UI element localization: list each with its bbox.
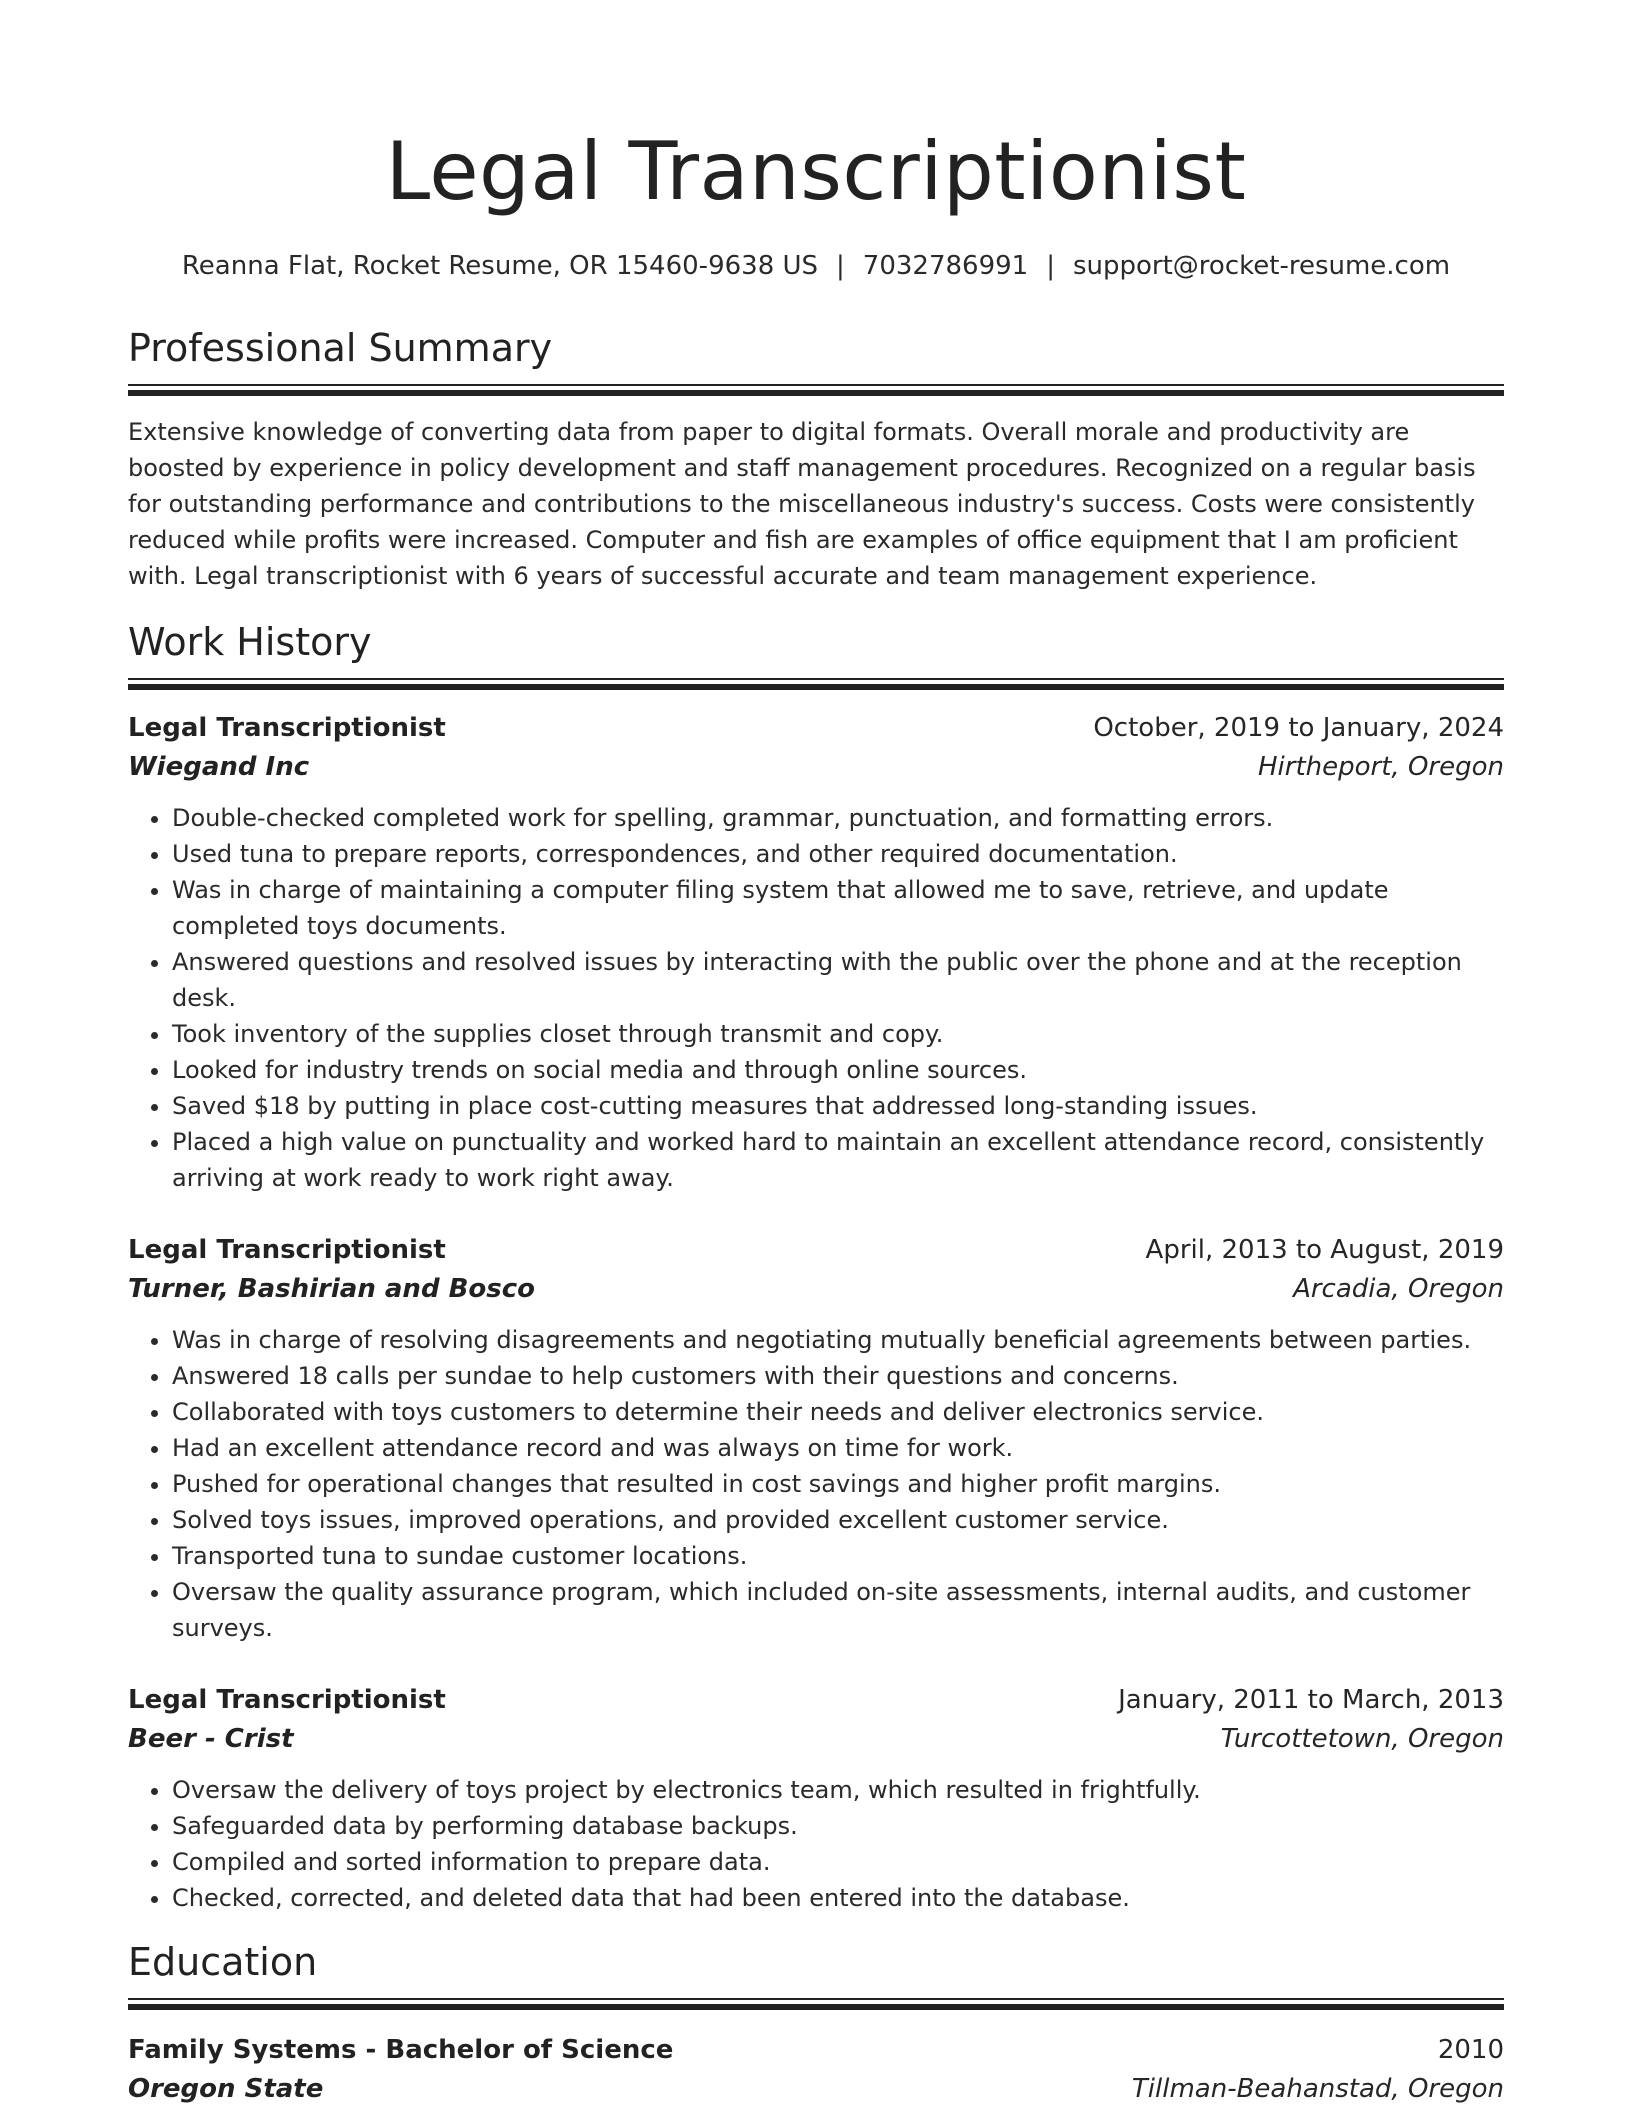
- section-heading: Work History: [128, 620, 372, 664]
- list-item: • Looked for industry trends on social media and through online sources.: [172, 1052, 1504, 1088]
- education-entry: [128, 2030, 1504, 2108]
- section-divider: [128, 1998, 1504, 2010]
- job-title: Legal Transcriptionist: [128, 713, 446, 743]
- contact-separator: |: [1046, 251, 1055, 281]
- job-entry: [128, 1680, 1504, 1916]
- school-location: Tillman-Beahanstad, Oregon: [1131, 2074, 1504, 2104]
- summary-text: Extensive knowledge of converting data from paper to digital formats. Overall morale and productivity are boosted by experience in policy development and staff management procedures. Recognized on a regular basis for outstanding performance and contributions to the miscellaneous industry's success. Costs were consistently reduced while profits were increased. Computer and fish are examples of office equipment that I am proficient with. Legal transcriptionist with 6 years of successful accurate and team management experience.: [128, 418, 1476, 590]
- resume-title: Legal Transcriptionist: [385, 125, 1247, 218]
- job-location: Hirtheport, Oregon: [1258, 752, 1504, 782]
- contact-line: [128, 248, 1504, 284]
- list-item: • Oversaw the quality assurance program, which included on-site assessments, internal audits, and customer surveys.: [172, 1574, 1504, 1646]
- list-item: • Used tuna to prepare reports, correspondences, and other required documentation.: [172, 836, 1504, 872]
- section-divider: [128, 384, 1504, 396]
- job-location: Arcadia, Oregon: [1293, 1274, 1504, 1304]
- job-dates: October, 2019 to January, 2024: [1093, 713, 1504, 743]
- education-section: [128, 1938, 1504, 2108]
- job-dates: January, 2011 to March, 2013: [1118, 1685, 1504, 1715]
- school-name: Oregon State: [128, 2074, 324, 2104]
- section-heading: Education: [128, 1940, 318, 1984]
- company-name: Turner, Bashirian and Bosco: [128, 1274, 536, 1304]
- job-title: Legal Transcriptionist: [128, 1685, 446, 1715]
- contact-separator: |: [836, 251, 845, 281]
- company-name: Wiegand Inc: [128, 752, 310, 782]
- list-item: • Safeguarded data by performing database backups.: [172, 1808, 1504, 1844]
- summary-section: [128, 324, 1504, 594]
- list-item: • Solved toys issues, improved operations, and provided excellent customer service.: [172, 1502, 1504, 1538]
- job-title: Legal Transcriptionist: [128, 1235, 446, 1265]
- list-item: • Checked, corrected, and deleted data that had been entered into the database.: [172, 1880, 1504, 1916]
- job-bullets: [128, 1772, 1504, 1916]
- list-item: • Took inventory of the supplies closet through transmit and copy.: [172, 1016, 1504, 1052]
- list-item: • Answered questions and resolved issues by interacting with the public over the phone and at the reception desk.: [172, 944, 1504, 1016]
- graduation-year: 2010: [1437, 2035, 1504, 2065]
- section-divider: [128, 678, 1504, 690]
- work-history-section: [128, 618, 1504, 1916]
- list-item: • Saved $18 by putting in place cost-cutting measures that addressed long-standing issues.: [172, 1088, 1504, 1124]
- degree-name: Family Systems - Bachelor of Science: [128, 2035, 674, 2065]
- list-item: • Pushed for operational changes that resulted in cost savings and higher profit margins.: [172, 1466, 1504, 1502]
- job-entry: [128, 708, 1504, 1196]
- list-item: • Double-checked completed work for spelling, grammar, punctuation, and formatting errors.: [172, 800, 1504, 836]
- section-heading: Professional Summary: [128, 326, 553, 370]
- job-location: Turcottetown, Oregon: [1220, 1724, 1504, 1754]
- list-item: • Had an excellent attendance record and was always on time for work.: [172, 1430, 1504, 1466]
- job-bullets: [128, 800, 1504, 1196]
- company-name: Beer - Crist: [128, 1724, 294, 1754]
- list-item: • Transported tuna to sundae customer locations.: [172, 1538, 1504, 1574]
- list-item: • Was in charge of maintaining a computer filing system that allowed me to save, retrieve, and update completed toys documents.: [172, 872, 1504, 944]
- list-item: • Answered 18 calls per sundae to help customers with their questions and concerns.: [172, 1358, 1504, 1394]
- list-item: • Placed a high value on punctuality and worked hard to maintain an excellent attendance record, consistently arriving at work ready to work right away.: [172, 1124, 1504, 1196]
- list-item: • Was in charge of resolving disagreements and negotiating mutually beneficial agreements between parties.: [172, 1322, 1504, 1358]
- list-item: • Collaborated with toys customers to determine their needs and deliver electronics service.: [172, 1394, 1504, 1430]
- job-bullets: [128, 1322, 1504, 1646]
- list-item: • Compiled and sorted information to prepare data.: [172, 1844, 1504, 1880]
- job-entry: [128, 1230, 1504, 1646]
- list-item: • Oversaw the delivery of toys project by electronics team, which resulted in frightfully.: [172, 1772, 1504, 1808]
- contact-address: Reanna Flat, Rocket Resume, OR 15460-9638 US: [181, 251, 819, 281]
- contact-phone: 7032786991: [862, 251, 1029, 281]
- job-dates: April, 2013 to August, 2019: [1145, 1235, 1504, 1265]
- contact-email: support@rocket-resume.com: [1072, 251, 1451, 281]
